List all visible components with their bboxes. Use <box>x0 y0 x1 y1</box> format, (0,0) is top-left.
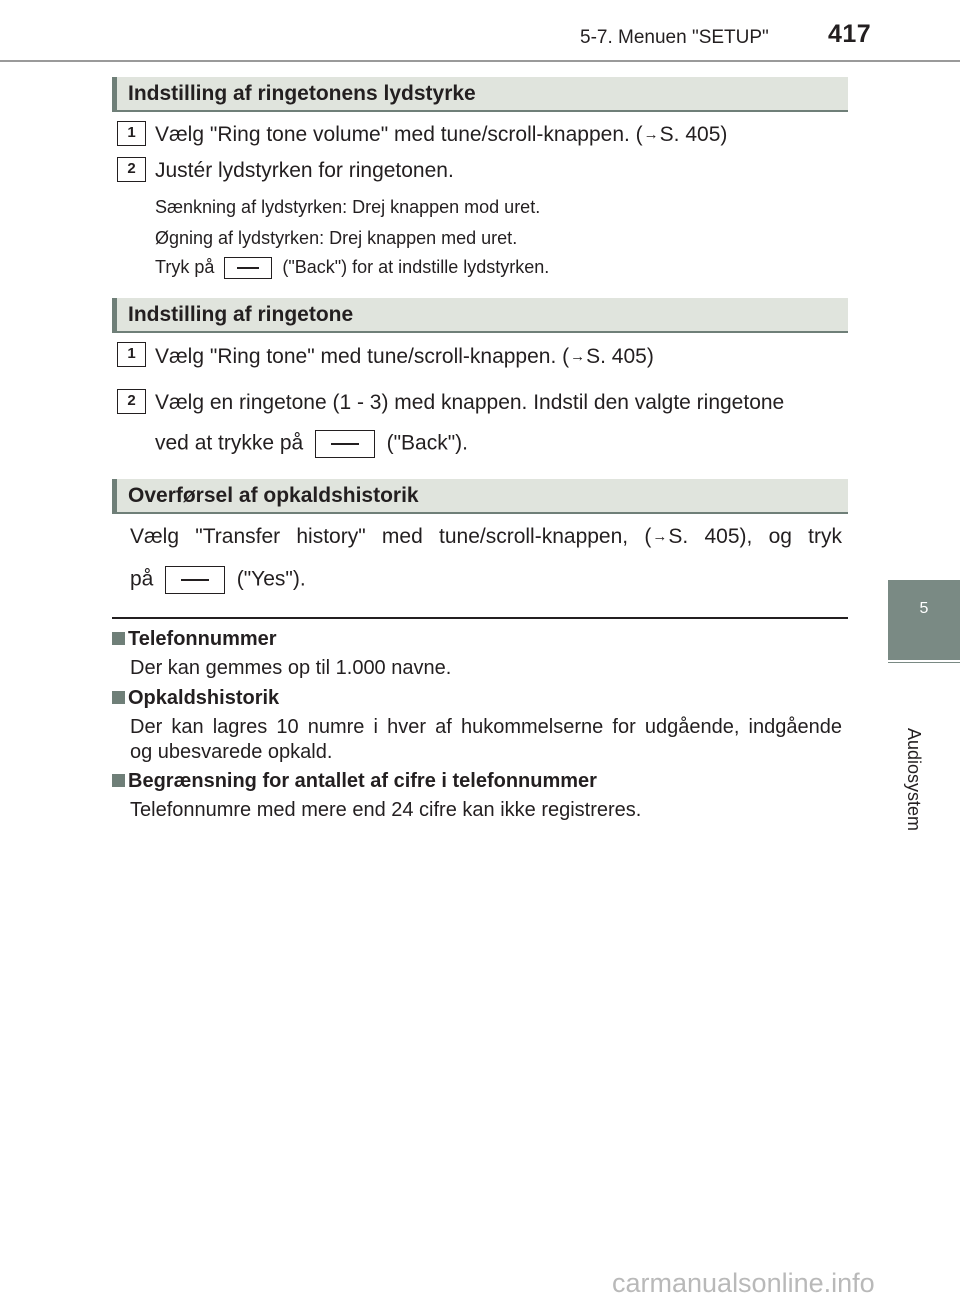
section-title-history: Overførsel af opkaldshistorik <box>128 484 419 507</box>
square-bullet-icon <box>112 691 125 704</box>
back-button-icon <box>224 257 272 279</box>
step-number: 2 <box>117 157 146 182</box>
arrow-icon: → <box>643 126 659 143</box>
note-title: Opkaldshistorik <box>112 687 279 710</box>
note-title: Telefonnummer <box>112 628 277 651</box>
section-title-volume: Indstilling af ringetonens lydstyrke <box>128 82 476 105</box>
arrow-icon: → <box>652 528 668 545</box>
page-number: 417 <box>828 20 872 48</box>
yes-button-icon <box>165 566 225 594</box>
arrow-icon: → <box>570 348 586 365</box>
chapter-tab-rule <box>888 662 960 663</box>
step-text: Vælg en ringetone (1 - 3) med knappen. Indstil den valgte ringetone <box>155 391 785 414</box>
step-number: 1 <box>117 121 146 146</box>
step-number: 1 <box>117 342 146 367</box>
note-text: Der kan lagres 10 numre i hver af hukommelserne for udgående, indgående <box>130 716 842 738</box>
step-text: Vælg "Ring tone" med tune/scroll-knappen. (→S. 405) <box>155 345 654 368</box>
step-number: 2 <box>117 389 146 414</box>
running-header-section: 5-7. Menuen "SETUP" <box>580 27 769 48</box>
history-text: på ("Yes"). <box>130 566 306 594</box>
note-text: Telefonnumre med mere end 24 cifre kan ikke registreres. <box>130 799 642 821</box>
square-bullet-icon <box>112 632 125 645</box>
header-rule <box>0 60 960 62</box>
step-text: ved at trykke på ("Back"). <box>155 430 468 458</box>
sub-text: Tryk på ("Back") for at indstille lydstyrken. <box>155 257 549 279</box>
note-title: Begrænsning for antallet af cifre i telefonnummer <box>112 770 597 793</box>
back-button-icon <box>315 430 375 458</box>
chapter-tab <box>888 580 960 660</box>
square-bullet-icon <box>112 774 125 787</box>
chapter-number: 5 <box>919 600 929 617</box>
history-text: Vælg "Transfer history" med tune/scroll-knappen, (→S. 405), og tryk <box>130 525 842 548</box>
sub-text: Sænkning af lydstyrken: Drej knappen mod uret. <box>155 197 541 217</box>
note-text: Der kan gemmes op til 1.000 navne. <box>130 657 452 679</box>
section-divider <box>112 617 848 619</box>
sub-text: Øgning af lydstyrken: Drej knappen med uret. <box>155 228 518 248</box>
step-text: Justér lydstyrken for ringetonen. <box>155 159 454 182</box>
watermark: carmanualsonline.info <box>612 1268 875 1298</box>
chapter-label: Audiosystem <box>904 728 924 832</box>
section-title-tone: Indstilling af ringetone <box>128 303 354 326</box>
note-text: og ubesvarede opkald. <box>130 741 333 763</box>
step-text: Vælg "Ring tone volume" med tune/scroll-knappen. (→S. 405) <box>155 123 728 146</box>
